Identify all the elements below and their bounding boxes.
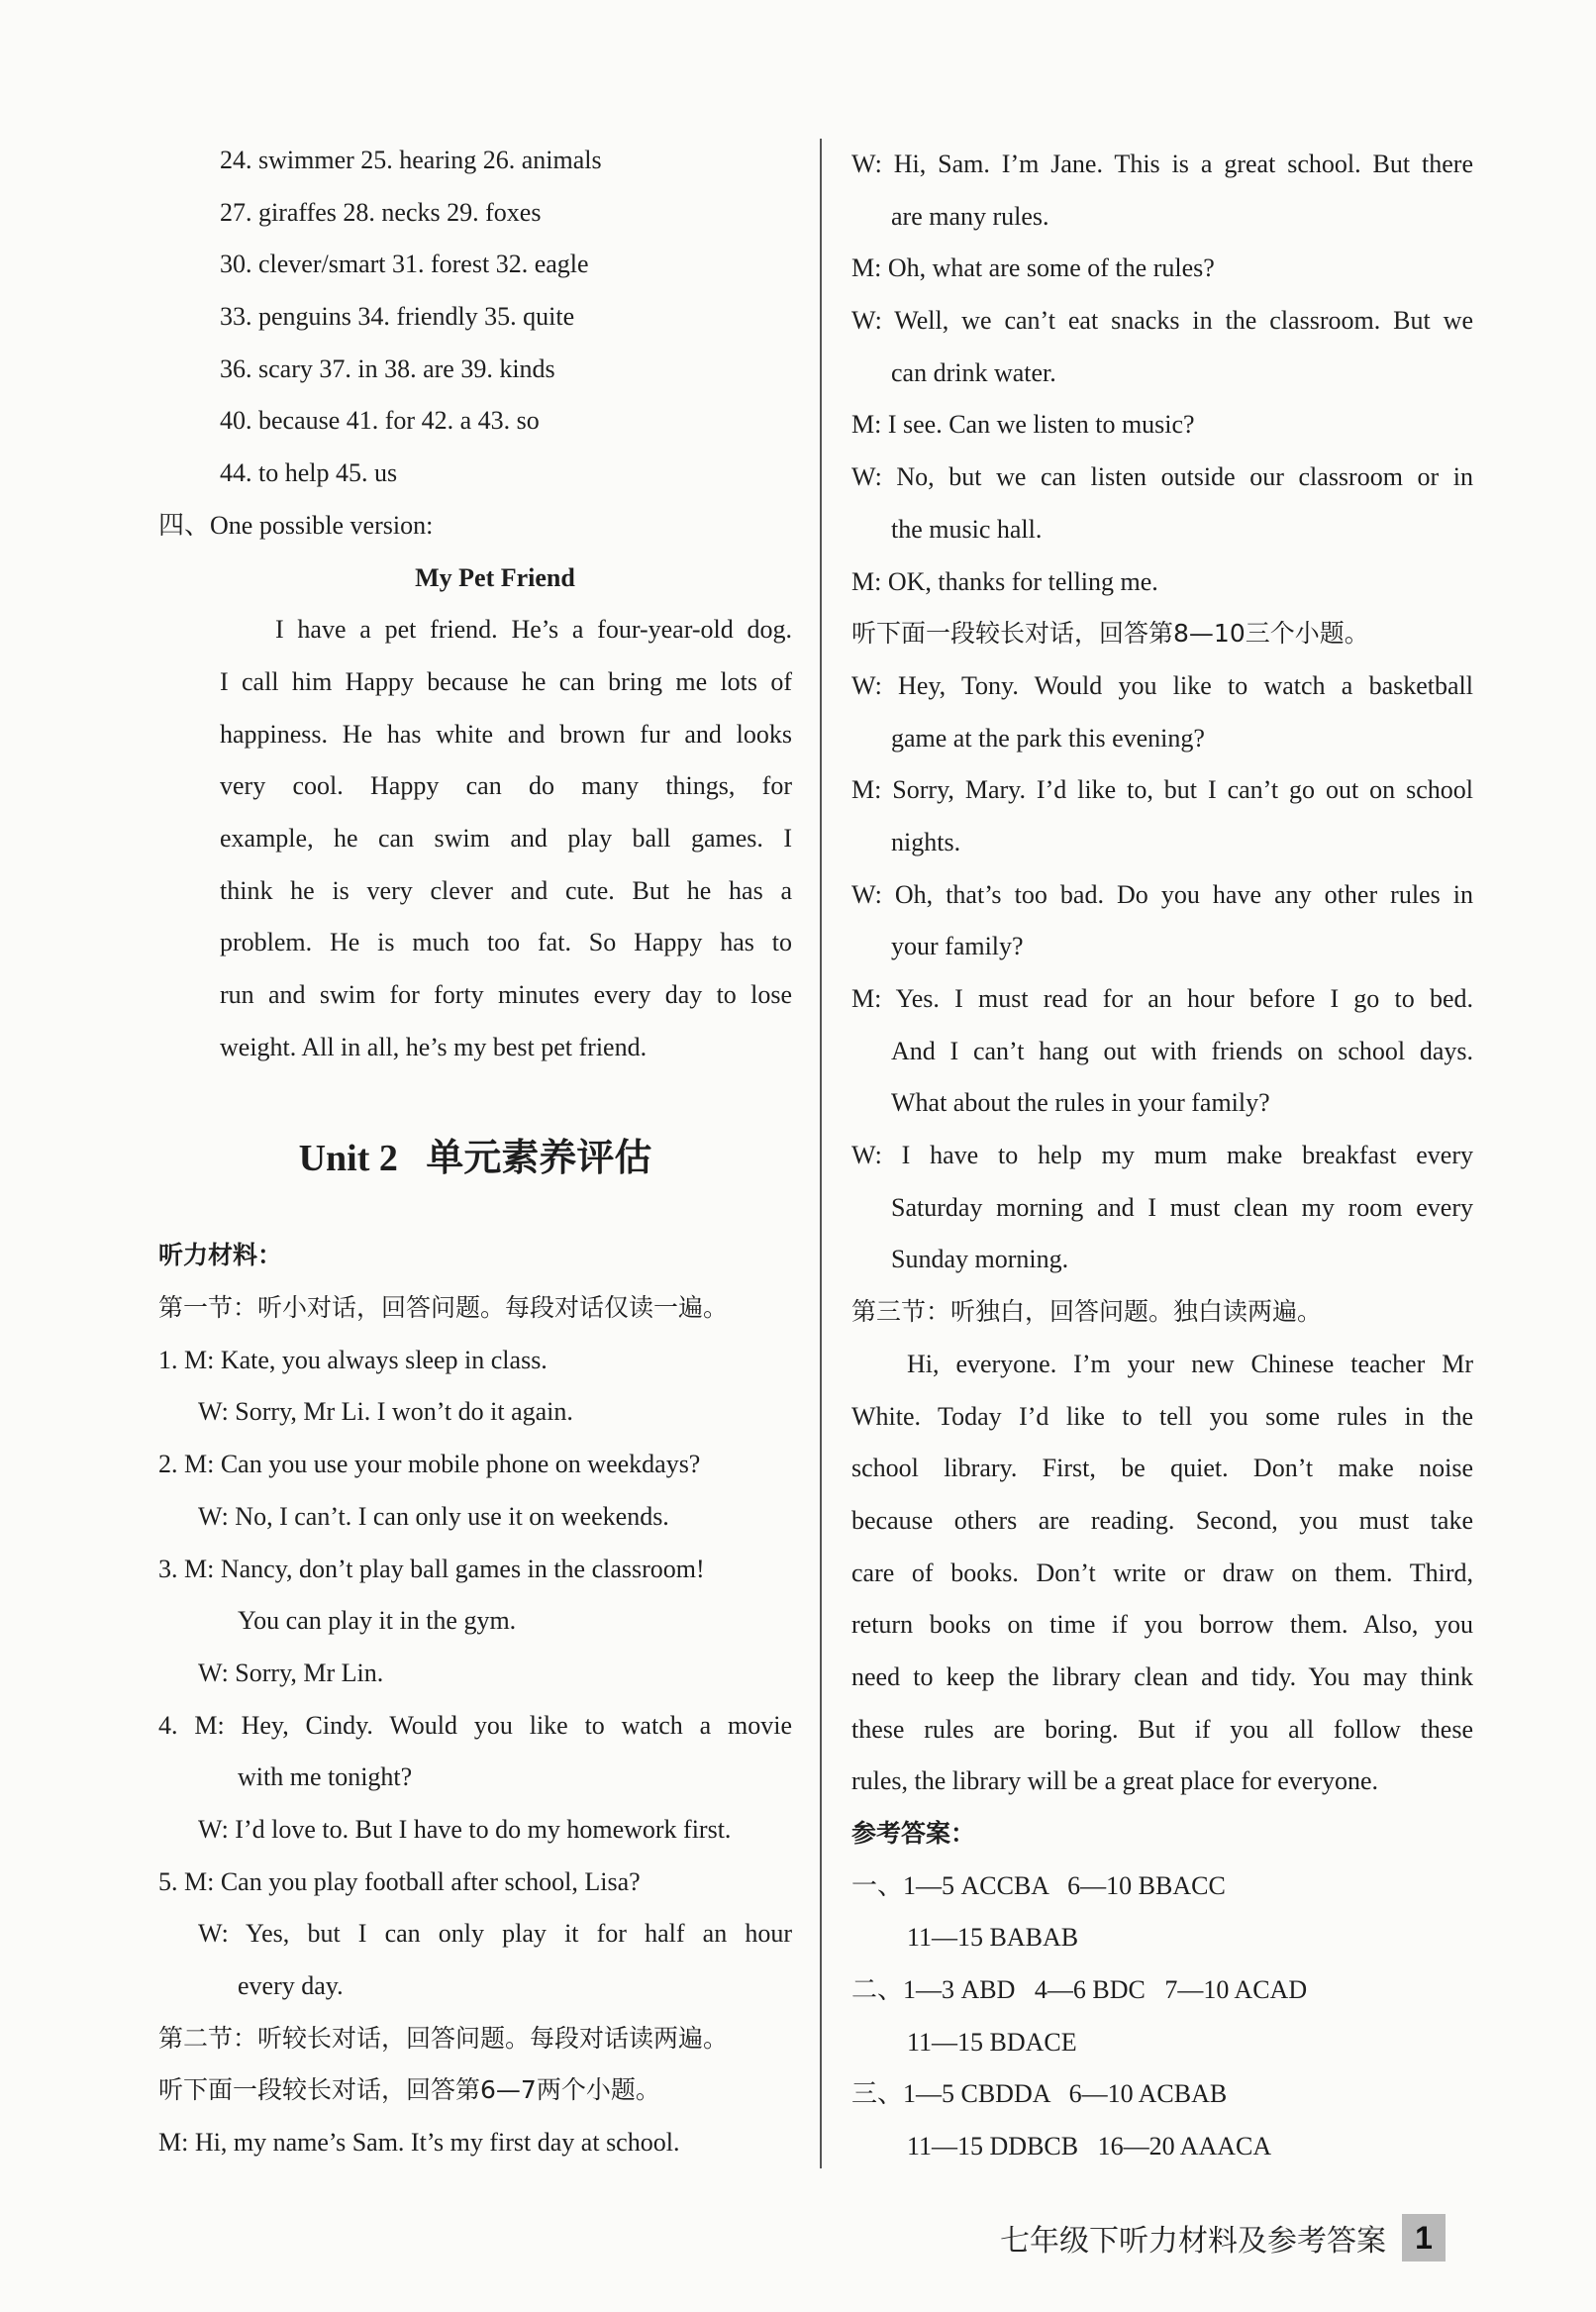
dialogue-line: 1. M: Kate, you always sleep in class. [158,1345,548,1374]
monologue-line: school library. First, be quiet. Don’t make noise [851,1454,1473,1483]
dialogue-line: every day. [238,1971,344,2000]
monologue-line: these rules are boring. But if you all follow these [851,1714,1473,1744]
answer-key-row: 11—15 BABAB [907,1923,1079,1953]
essay-line: run and swim for forty minutes every day to lose [220,980,792,1009]
essay-line: think he is very clever and cute. But he has a [220,875,792,905]
essay-line: example, he can swim and play ball games. I [220,823,792,853]
dialogue-line: 3. M: Nancy, don’t play ball games in the classroom! [158,1554,705,1583]
essay-line: weight. All in all, he’s my best pet friend. [220,1032,648,1061]
page-footer [1000,2210,1446,2265]
essay-line: happiness. He has white and brown fur and looks [220,719,792,749]
dialogue-line: W: I’d love to. But I have to do my homework first. [198,1814,732,1844]
dialogue-line: W: I have to help my mum make breakfast every [851,1141,1473,1170]
left-column [158,135,792,2169]
answer-key-row: 一、1—5 ACCBA 6—10 BBACC [851,1870,1226,1900]
essay-line: very cool. Happy can do many things, for [220,771,792,801]
monologue-line: rules, the library will be a great place for everyone. [851,1766,1379,1796]
page-number: 1 [1402,2214,1446,2262]
monologue-line: care of books. Don’t write or draw on them. Third, [851,1558,1473,1587]
part-two-subheader: 听下面一段较长对话，回答第6—7两个小题。 [158,2075,660,2105]
answers-header: 参考答案： [851,1819,976,1848]
dialogue-line: W: Sorry, Mr Lin. [198,1658,384,1687]
listening-header: 听力材料： [158,1241,283,1270]
answer-key-row: 二、1—3 ABD 4—6 BDC 7—10 ACAD [851,1975,1308,2005]
section-four-label: 四、One possible version: [158,510,434,540]
answer-row: 24. swimmer 25. hearing 26. animals [220,146,602,174]
essay-line: I have a pet friend. He’s a four-year-old dog. [275,615,792,645]
dialogue-line: are many rules. [891,201,1049,231]
dialogue-line: M: Oh, what are some of the rules? [851,253,1215,283]
answer-row: 30. clever/smart 31. forest 32. eagle [220,250,589,279]
column-divider [820,139,822,2168]
dialogue-line: W: Sorry, Mr Li. I won’t do it again. [198,1397,573,1427]
part-two-subheader: 听下面一段较长对话，回答第8—10三个小题。 [851,619,1369,649]
dialogue-line: with me tonight? [238,1762,413,1792]
monologue-line: need to keep the library clean and tidy. You may think [851,1661,1473,1691]
dialogue-line: W: No, but we can listen outside our classroom or in [851,462,1473,492]
dialogue-line: M: I see. Can we listen to music? [851,410,1195,440]
essay-title: My Pet Friend [415,562,575,592]
dialogue-line: M: Yes. I must read for an hour before I go to bed. [851,984,1473,1013]
answer-row: 40. because 41. for 42. a 43. so [220,406,540,436]
dialogue-line: W: Hi, Sam. I’m Jane. This is a great school. But there [851,150,1473,178]
footer-title: 七年级下听力材料及参考答案 [1000,2224,1386,2259]
dialogue-line: game at the park this evening? [891,723,1205,753]
dialogue-line: Saturday morning and I must clean my room every [891,1192,1473,1222]
answer-row: 44. to help 45. us [220,458,398,488]
answer-row: 33. penguins 34. friendly 35. quite [220,302,575,332]
essay-line: problem. He is much too fat. So Happy has to [220,928,792,957]
dialogue-line: 5. M: Can you play football after school, Lisa? [158,1866,641,1896]
dialogue-line: nights. [891,827,961,856]
dialogue-line: 4. M: Hey, Cindy. Would you like to watch a movie [158,1710,792,1740]
essay-line: I call him Happy because he can bring me lots of [220,666,792,696]
dialogue-line: Sunday morning. [891,1245,1069,1274]
dialogue-line: You can play it in the gym. [238,1606,517,1636]
part-two-header: 第二节：听较长对话，回答问题。每段对话读两遍。 [158,2023,729,2053]
dialogue-line: W: Oh, that’s too bad. Do you have any other rules in [851,879,1473,909]
dialogue-line: 2. M: Can you use your mobile phone on weekdays? [158,1450,701,1479]
monologue-line: return books on time if you borrow them. Also, you [851,1610,1473,1640]
answer-key-row: 11—15 DDBCB 16—20 AAACA [907,2132,1272,2161]
dialogue-line: W: Yes, but I can only play it for half an hour [198,1919,792,1949]
dialogue-line: the music hall. [891,514,1043,544]
part-one-header: 第一节：听小对话，回答问题。每段对话仅读一遍。 [158,1293,729,1323]
answer-row: 36. scary 37. in 38. are 39. kinds [220,353,555,383]
part-three-header: 第三节：听独白，回答问题。独白读两遍。 [851,1297,1323,1327]
dialogue-line: W: Well, we can’t eat snacks in the classroom. But we [851,306,1473,336]
dialogue-line: W: No, I can’t. I can only use it on weekends. [198,1501,669,1531]
dialogue-line: What about the rules in your family? [891,1088,1270,1118]
answer-row: 27. giraffes 28. necks 29. foxes [220,197,542,227]
dialogue-line: W: Hey, Tony. Would you like to watch a basketball [851,670,1473,700]
dialogue-line: M: OK, thanks for telling me. [851,566,1158,596]
monologue-line: Hi, everyone. I’m your new Chinese teacher Mr [907,1349,1473,1378]
dialogue-line: M: Hi, my name’s Sam. It’s my first day at school. [158,2128,680,2158]
dialogue-line: can drink water. [891,357,1056,387]
answer-key-row: 三、1—5 CBDDA 6—10 ACBAB [851,2079,1228,2109]
right-column [851,139,1473,2173]
dialogue-line: your family? [891,932,1024,961]
monologue-line: because others are reading. Second, you must take [851,1505,1473,1535]
dialogue-line: And I can’t hang out with friends on school days. [891,1036,1473,1065]
answer-key-row: 11—15 BDACE [907,2027,1077,2057]
monologue-line: White. Today I’d like to tell you some rules in the [851,1401,1473,1431]
unit-title: Unit 2 单元素养评估 [298,1138,652,1180]
dialogue-line: M: Sorry, Mary. I’d like to, but I can’t go out on school [851,775,1473,805]
